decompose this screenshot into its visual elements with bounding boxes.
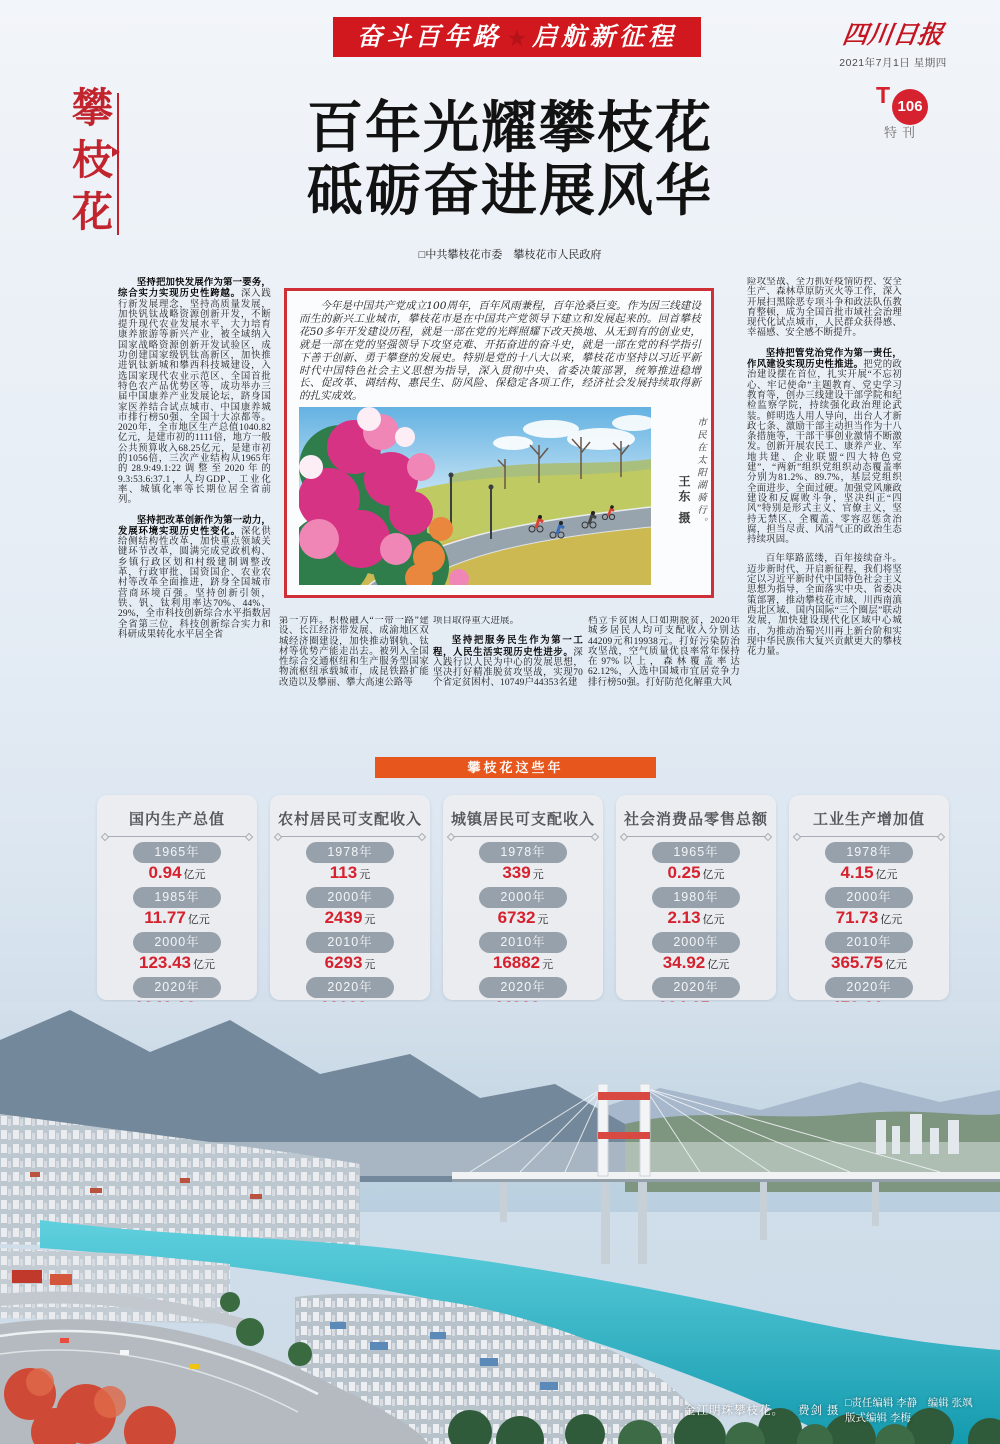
photo-credit: 费剑 摄: [798, 1405, 840, 1417]
year-badge: 1985年: [133, 887, 221, 908]
city-panorama-art: [0, 1002, 1000, 1444]
caption-text: 金江明珠攀枝花。: [684, 1405, 784, 1417]
stat-value: 0.94: [148, 863, 182, 882]
stat-card-gdp: [97, 795, 257, 1000]
stat-unit: 亿元: [885, 959, 907, 971]
billboard: [12, 1270, 42, 1283]
year-badge: 1965年: [133, 842, 221, 863]
stat-unit: 亿元: [707, 959, 730, 971]
star-icon: ★: [508, 26, 526, 50]
para-text: 深入践行以人民为中心的发展思想，坚决打好精准脱贫攻坚战，实现70个省定贫困村、10749户44353名建: [433, 647, 583, 689]
photo-caption-vertical: [676, 417, 707, 579]
stat-row: [270, 932, 430, 975]
date-line: 2021年7月1日 星期四: [839, 57, 947, 69]
para-text: 项目取得重大进展。: [433, 616, 520, 626]
article-column-5: [747, 277, 902, 742]
divider: [277, 836, 423, 837]
slogan-part1: 奋斗百年路: [357, 22, 503, 51]
year-badge: 2020年: [133, 977, 221, 998]
byline: □中共攀枝花市委 攀枝花市人民政府: [418, 249, 602, 261]
stat-unit: 亿元: [702, 869, 725, 881]
stat-unit: 元: [364, 914, 376, 926]
year-badge: 2020年: [652, 977, 740, 998]
divider: [450, 836, 596, 837]
page-code-prefix: T: [875, 82, 891, 108]
stat-row: [443, 932, 603, 975]
stat-unit: 元: [542, 959, 554, 971]
stat-row: [97, 932, 257, 975]
stat-row: [789, 887, 949, 930]
photo-credit: 王东 摄: [677, 475, 691, 527]
slogan-banner: [333, 17, 701, 57]
stat-unit: 元: [364, 959, 376, 971]
para-lead: 坚持把服务民生作为第一工程，人民生活实现历史性进步。: [433, 634, 583, 657]
stat-card-industry: [789, 795, 949, 1000]
stat-value: 6732: [497, 908, 536, 927]
year-badge: 2020年: [825, 977, 913, 998]
cycling-photo-art: [299, 407, 651, 585]
stat-value: 113: [329, 863, 358, 882]
stat-value: 71.73: [835, 908, 879, 927]
bottom-photo-caption: [684, 1402, 839, 1418]
stat-row: [443, 887, 603, 930]
para-text: 把党的政治建设摆在首位，扎实开展“不忘初心、牢记使命”主题教育、党史学习教育等，创办三线建设干部学院和纪检监察学院，持续强化政治理论武装。鲜明选人用人导向，出台人才新政七条、激励干部主动担当作为十八条措施等，干部干事创业激情不断激发。创新开展农民工、康养产业、军地共建、企业联盟“四大特色党建”，“两新”组织党组织动态覆盖率分别为81.2%、89.7%，基层党组织全面进步、全面过硬。加强党风廉政建设和反腐败斗争，坚决纠正“四风”特别是形式主义、官僚主义，坚持无禁区、全覆盖、零容忍惩贪治腐，担当尽责、风清气正的政治生态持续巩固。: [747, 360, 902, 546]
slogan-part2: 启航新征程: [531, 22, 677, 51]
year-badge: 1978年: [479, 842, 567, 863]
stat-unit: 亿元: [702, 914, 725, 926]
headline-line2: 砥砺奋进展风华: [307, 159, 713, 222]
stat-row: [616, 842, 776, 885]
stat-unit: 亿元: [183, 869, 206, 881]
year-badge: 2000年: [133, 932, 221, 953]
para-text: 第一方阵。积极融入“一带一路”建设、长江经济带发展、成渝地区双城经济圈建设，加快推动钢轨、钛材等优势产能走出去。被列入全国性综合交通枢纽和生产服务型国家物流枢纽承载城市，成昆铁路扩能改造以及攀丽、攀大高速公路等: [279, 616, 429, 688]
stat-card-title: 城镇居民可支配收入: [450, 811, 595, 828]
year-badge: 1978年: [825, 842, 913, 863]
para-text: 深入践行新发展理念，坚持高质量发展，加快钒钛战略资源创新开发，不断提升现代农业发展水平，大力培育康养旅游等新兴产业，被全域纳入国家战略资源创新开发试验区，成功创建国家级钒钛高新区，加快推进钒钛新城和攀西科技城建设，入选国家现代农业示范区、全国首批特色农产品优势区等，成功举办三届中国康养产业发展论坛，跻身国家医养结合试点城市、中国康养城市排行榜50强、全国十大凉都等。2020年，全市地区生产总值1040.82亿元，是建市初的1111倍，地方一般公共预算收入68.25亿元，是建市初的1056倍，三次产业结构从1965年的28.9:49.1:22调整至2020年的9.3:53.6:37.1，人均GDP、工业化率、城镇化率等长期位居全省前列。: [118, 289, 271, 506]
stat-row: [270, 887, 430, 930]
para-lead: 坚持把加快发展作为第一要务，综合实力实现历史性跨越。: [118, 277, 271, 299]
divider: [104, 836, 250, 837]
article-column-4: [588, 616, 740, 750]
stat-row: [97, 887, 257, 930]
section-banner: 攀枝花这些年: [375, 757, 656, 778]
year-badge: 1980年: [652, 887, 740, 908]
paper-logo: 四川日报: [840, 20, 945, 49]
divider: [796, 836, 942, 837]
city-panorama-photo: [0, 1002, 1000, 1444]
stat-value: 6293: [324, 953, 363, 972]
stat-value: 365.75: [831, 953, 883, 972]
year-badge: 2010年: [825, 932, 913, 953]
side-title: 攀枝花: [65, 86, 113, 242]
stat-card-title: 社会消费品零售总额: [623, 811, 768, 828]
stat-card-retail: [616, 795, 776, 1000]
year-badge: 2000年: [306, 887, 394, 908]
divider: [623, 836, 769, 837]
para-lead: 坚持把改革创新作为第一动力，发展环境实现历史性变化。: [118, 513, 271, 536]
para-text: 档立卡贫困人口如期脱贫，2020年城乡居民人均可支配收入分别达44209元和19938元。打好污染防治攻坚战，空气质量优良率常年保持在97%以上，森林覆盖率达62.12%，入选中国城市宜居竞争力排行榜50强。打好防范化解重大风: [588, 616, 740, 688]
stat-row: [616, 932, 776, 975]
article-column-1: [118, 277, 271, 749]
stat-value: 34.92: [662, 953, 706, 972]
para-text: 险攻坚战、全力抓好疫情防控、安全生产、森林草原防灭火等工作，深入开展扫黑除恶专项斗争和政法队伍教育整顿，成为全国首批市域社会治理现代化试点城市，人民群众获得感、幸福感、安全感不断提升。: [747, 277, 902, 339]
stat-card-rural-income: [270, 795, 430, 1000]
stat-value: 123.43: [139, 953, 191, 972]
stat-unit: 亿元: [193, 959, 215, 971]
year-badge: 2020年: [479, 977, 567, 998]
intro-text: 今年是中国共产党成立100周年，百年风雨兼程，百年沧桑巨变。作为因三线建设而生的新兴工业城市，攀枝花市是在中国共产党领导下建立和发展起来的。回首攀枝花50多年开发建设历程，就是一部在党的光辉照耀下改天换地、从无到有的创业史，就是一部在党的坚强领导下攻坚克难、开拓奋进的奋斗史，就是一部在党的科学指引下善于创新、勇于攀登的发展史。特别是党的十八大以来，攀枝花市坚持以习近平新时代中国特色社会主义思想为指导，深入贯彻中央、省委决策部署，统筹推进稳增长、促改革、调结构、惠民生、防风险、保稳定各项工作，经济社会发展持续取得新的扎实成效。: [299, 300, 701, 403]
stat-row: [789, 932, 949, 975]
para-text: 深化供给侧结构性改革，加快重点领域关键环节改革，圆满完成党政机构、乡镇行政区划和村级建制调整改革，行政审批、国资国企、农业农村等改革全面推进，跻身全国城市营商环境百强。坚持创新引领，铁、钒、钛利用率达70%、44%、29%，全市科技创新综合水平指数居全省第三位，科技创新综合实力和科研成果转化水平居全省: [118, 526, 271, 640]
stat-row: [789, 842, 949, 885]
stat-card-title: 工业生产增加值: [812, 811, 925, 828]
stat-value: 11.77: [144, 908, 186, 927]
year-badge: 1978年: [306, 842, 394, 863]
stat-unit: 亿元: [880, 914, 903, 926]
article-column-3: [433, 616, 583, 750]
page-title: [265, 96, 755, 222]
edition-label: 特刊: [883, 125, 920, 140]
article-column-2: [279, 616, 429, 750]
year-badge: 2000年: [652, 932, 740, 953]
stat-card-urban-income: [443, 795, 603, 1000]
editors-line2: 版式编辑 李梅: [845, 1412, 911, 1424]
page-code: [852, 82, 952, 125]
year-badge: 2000年: [479, 887, 567, 908]
year-badge: 2000年: [825, 887, 913, 908]
headline-line1: 百年光耀攀枝花: [307, 96, 713, 159]
stat-row: [443, 842, 603, 885]
stat-value: 4.15: [840, 863, 874, 882]
stat-unit: 元: [359, 869, 371, 881]
para-lead: 坚持把管党治党作为第一责任，作风建设实现历史性推进。: [747, 346, 902, 370]
stat-card-title: 农村居民可支配收入: [277, 811, 422, 828]
year-badge: 2010年: [479, 932, 567, 953]
year-badge: 1965年: [652, 842, 740, 863]
stat-row: [97, 842, 257, 885]
stat-row: [616, 887, 776, 930]
year-badge: 2020年: [306, 977, 394, 998]
stat-unit: 亿元: [187, 914, 210, 926]
stat-value: 339: [502, 863, 531, 882]
editors-line1: □责任编辑 李静 编辑 张飒: [845, 1397, 973, 1409]
stat-value: 16882: [492, 953, 541, 972]
photo-caption-text: 市民在太阳湖骑行。: [695, 417, 706, 530]
arrow-right-icon: [112, 147, 120, 157]
cycling-photo: [299, 407, 651, 585]
stat-unit: 元: [537, 914, 549, 926]
page-number-badge: 106: [892, 89, 928, 125]
stat-unit: 元: [532, 869, 544, 881]
stat-card-title: 国内生产总值: [128, 811, 225, 828]
stat-value: 0.25: [667, 863, 701, 882]
stat-unit: 亿元: [875, 869, 898, 881]
side-rule: [117, 93, 119, 235]
stat-value: 2439: [324, 908, 363, 927]
intro-box: [284, 288, 714, 598]
stat-row: [270, 842, 430, 885]
stat-value: 2.13: [667, 908, 701, 927]
editors-block: [845, 1396, 995, 1426]
year-badge: 2010年: [306, 932, 394, 953]
para-text: 百年筚路蓝缕，百年接续奋斗。迈步新时代、开启新征程，我们将坚定以习近平新时代中国特色社会主义思想为指导，全面落实中央、省委决策部署，推动攀枝花市域、川西南滇西北区域、国内国际“三个圈层”联动发展，加快建设现代化区域中心城市，为推动治蜀兴川再上新台阶和实现中华民族伟大复兴贡献更大的攀枝花力量。: [747, 554, 902, 658]
